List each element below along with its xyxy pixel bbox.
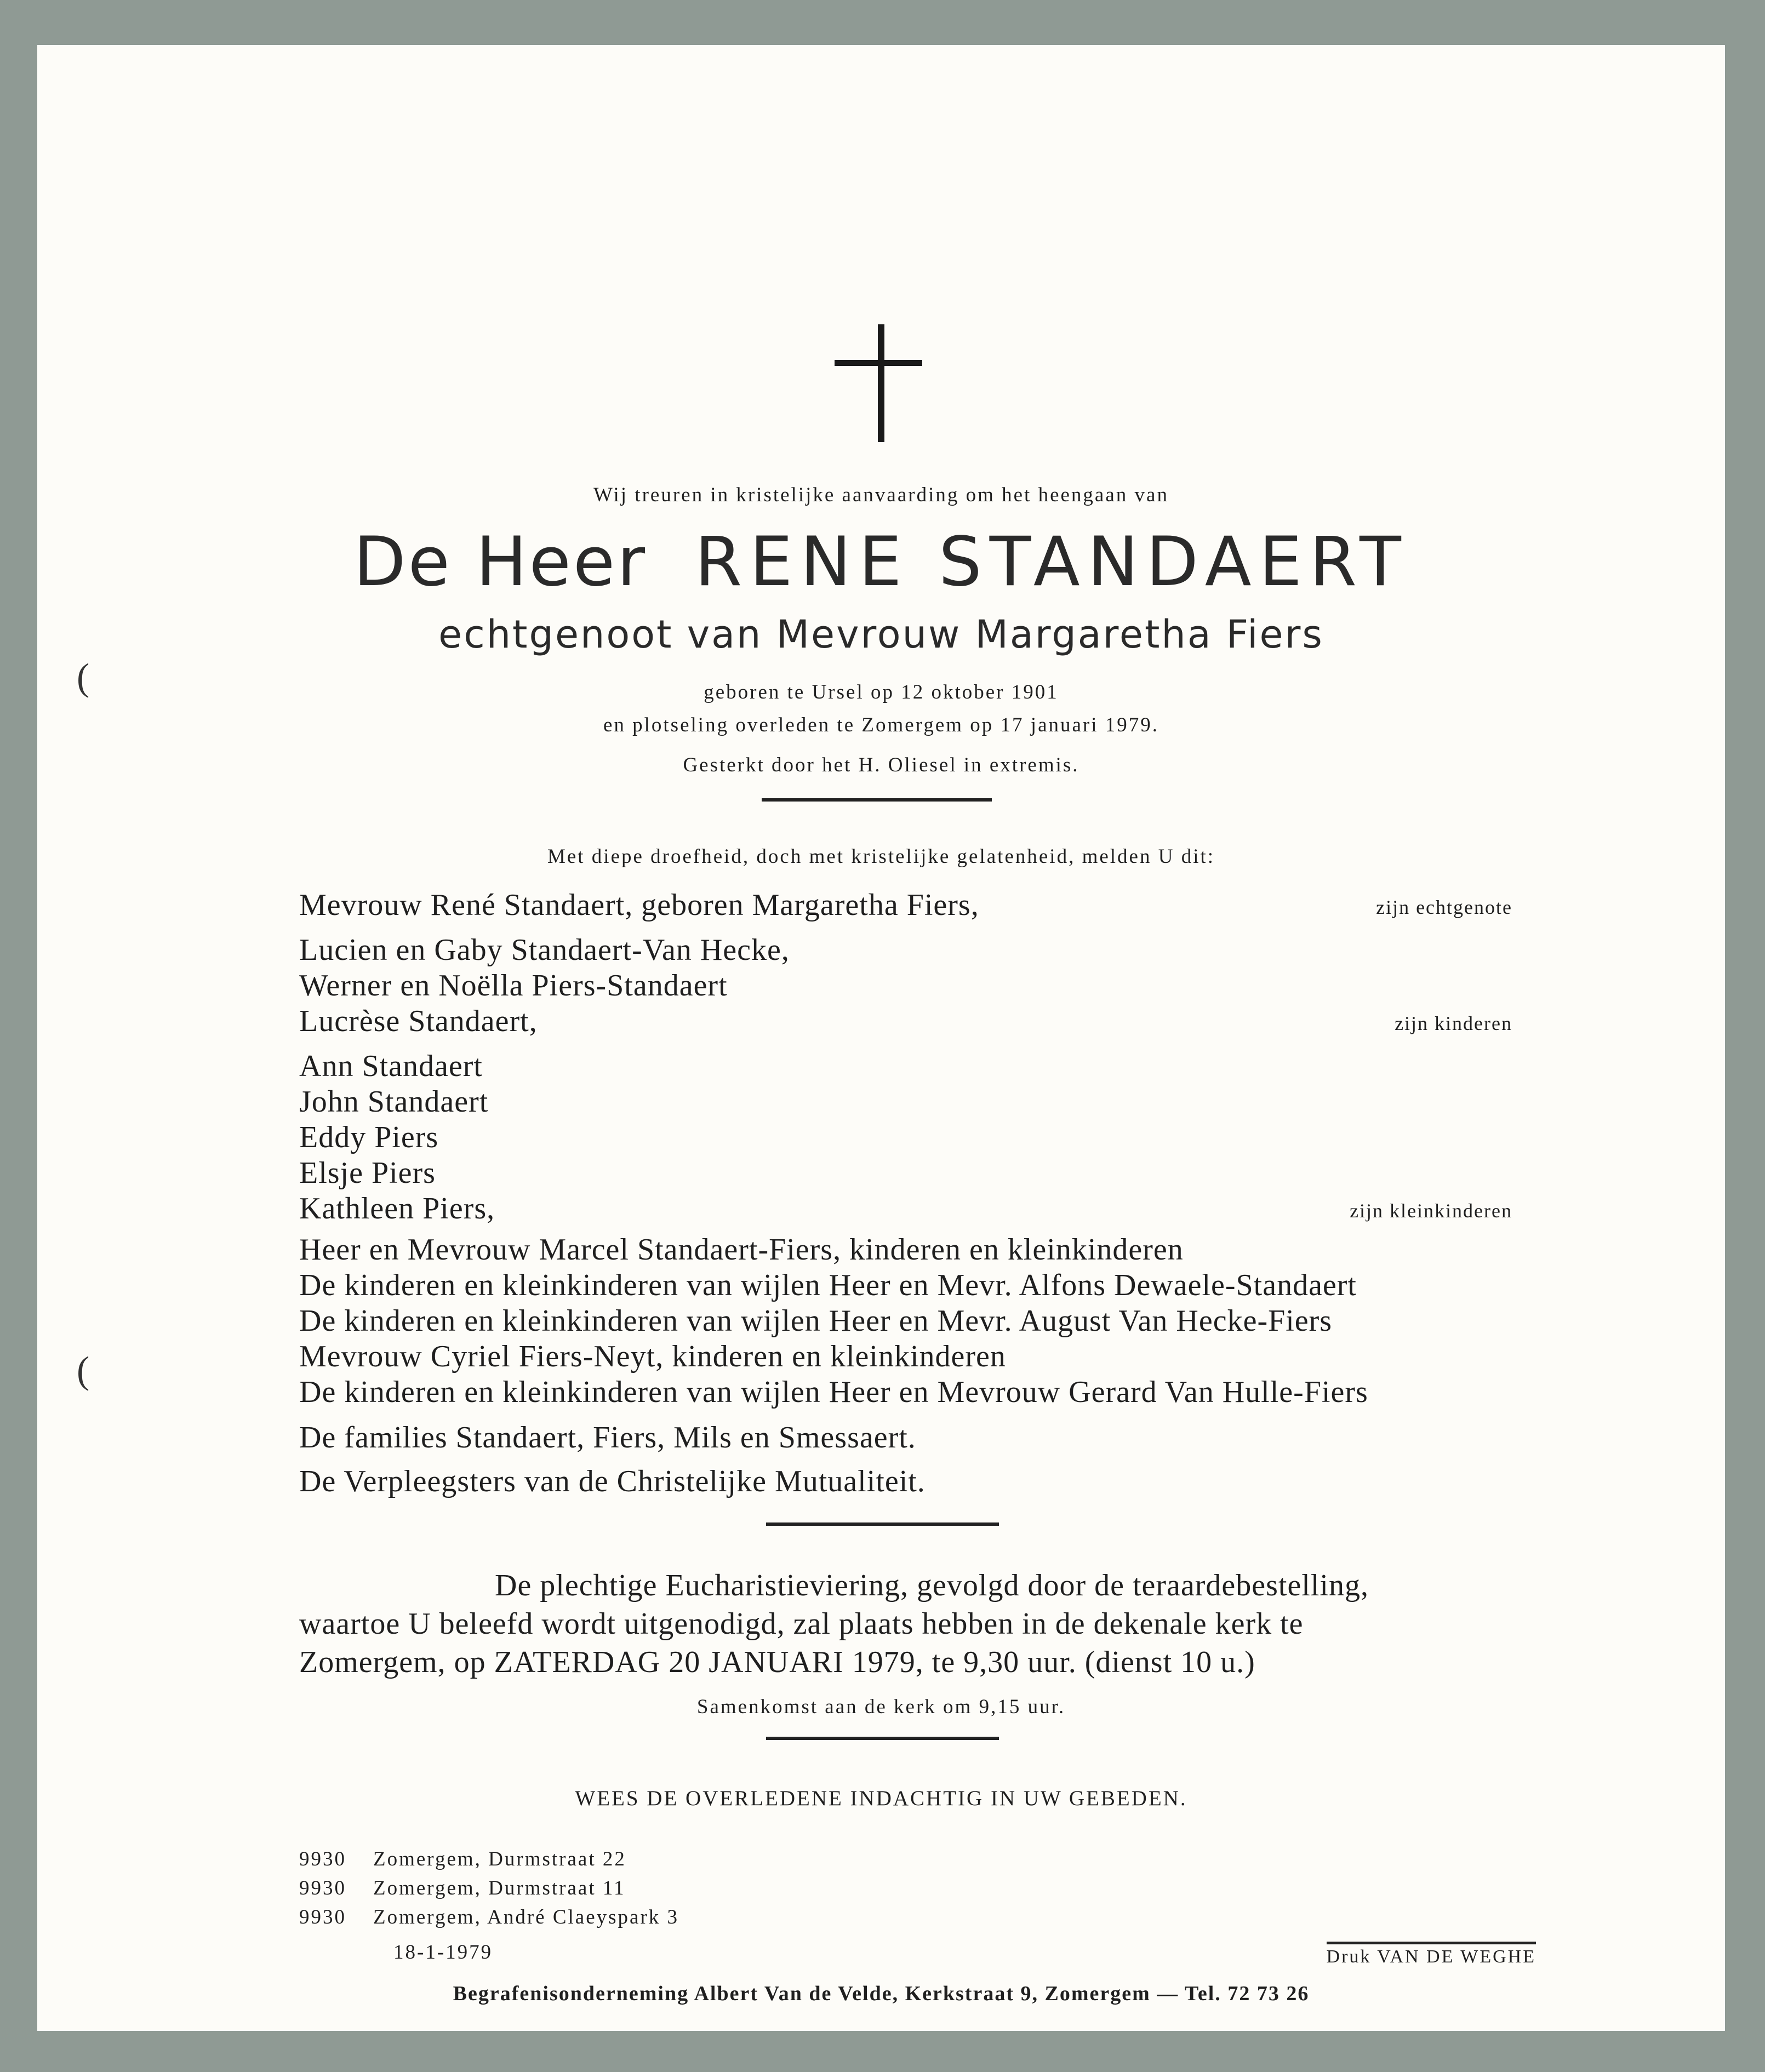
grandchild-entry: John Standaert xyxy=(299,1085,489,1119)
child-entry: Lucien en Gaby Standaert-Van Hecke, xyxy=(299,933,790,967)
address-zip: 9930 xyxy=(299,1906,346,1928)
spouse-line: echtgenoot van Mevrouw Margaretha Fiers xyxy=(438,612,1324,657)
grandchild-entry: Eddy Piers xyxy=(299,1120,439,1154)
gathering-text: Samenkomst aan de kerk om 9,15 uur. xyxy=(696,1696,1066,1718)
deceased-name xyxy=(37,523,1725,602)
spouse-entry: Mevrouw René Standaert, geboren Margaretha Fiers, xyxy=(299,888,979,922)
punch-hole-mark-bottom: ( xyxy=(77,1349,90,1392)
relative-entry: De kinderen en kleinkinderen van wijlen Heer en Mevrouw Gerard Van Hulle-Fiers xyxy=(299,1375,1368,1409)
announce-text: Met diepe droefheid, doch met kristelijke gelatenheid, melden U dit: xyxy=(547,845,1215,868)
families-entry: De families Standaert, Fiers, Mils en Smessaert. xyxy=(299,1421,916,1455)
relative-entry: De kinderen en kleinkinderen van wijlen Heer en Mevr. Alfons Dewaele-Standaert xyxy=(299,1268,1357,1302)
grandchild-entry: Elsje Piers xyxy=(299,1156,436,1190)
divider-2 xyxy=(766,1522,999,1526)
nurses-entry: De Verpleegsters van de Christelijke Mutualiteit. xyxy=(299,1464,926,1498)
printer-credit: Druk VAN DE WEGHE xyxy=(1327,1942,1536,1967)
death-notice-card xyxy=(37,45,1725,2031)
divider-1 xyxy=(762,798,992,802)
name-full: RENE STANDAERT xyxy=(695,523,1409,602)
address-street: Zomergem, Durmstraat 11 xyxy=(373,1877,626,1899)
birth-text: geboren te Ursel op 12 oktober 1901 xyxy=(704,681,1059,703)
grandchild-entry: Kathleen Piers, xyxy=(299,1192,495,1226)
relative-entry: Heer en Mevrouw Marcel Standaert-Fiers, kinderen en kleinkinderen xyxy=(299,1233,1184,1267)
name-prefix: De Heer xyxy=(353,523,648,602)
children-relation: zijn kinderen xyxy=(1395,1012,1512,1034)
child-entry: Werner en Noëlla Piers-Standaert xyxy=(299,969,728,1003)
service-line-3: Zomergem, op ZATERDAG 20 JANUARI 1979, te 9,30 uur. (dienst 10 u.) xyxy=(299,1645,1255,1679)
service-line-2: waartoe U beleefd wordt uitgenodigd, zal plaats hebben in de dekenale kerk te xyxy=(299,1607,1304,1641)
relative-entry: Mevrouw Cyriel Fiers-Neyt, kinderen en kleinkinderen xyxy=(299,1340,1006,1373)
child-entry: Lucrèse Standaert, xyxy=(299,1004,538,1038)
punch-hole-mark-top: ( xyxy=(77,656,90,699)
undertaker-line: Begrafenisonderneming Albert Van de Velde, Kerkstraat 9, Zomergem — Tel. 72 73 26 xyxy=(453,1982,1310,2005)
address-zip: 9930 xyxy=(299,1848,346,1870)
intro-text: Wij treuren in kristelijke aanvaarding om het heengaan van xyxy=(593,484,1169,506)
address-street: Zomergem, André Claeyspark 3 xyxy=(373,1906,679,1928)
divider-3 xyxy=(766,1737,999,1740)
prayer-text: WEES DE OVERLEDENE INDACHTIG IN UW GEBEDEN. xyxy=(575,1787,1187,1810)
address-line xyxy=(299,1876,625,1900)
death-text: en plotseling overleden te Zomergem op 17 januari 1979. xyxy=(603,714,1159,736)
spouse-relation: zijn echtgenote xyxy=(1376,896,1512,918)
notice-date: 18-1-1979 xyxy=(393,1941,493,1964)
address-zip: 9930 xyxy=(299,1877,346,1899)
address-street: Zomergem, Durmstraat 22 xyxy=(373,1848,626,1870)
address-line xyxy=(299,1905,679,1929)
sacrament-text: Gesterkt door het H. Oliesel in extremis. xyxy=(683,754,1079,776)
grandchildren-relation: zijn kleinkinderen xyxy=(1350,1200,1512,1222)
relative-entry: De kinderen en kleinkinderen van wijlen Heer en Mevr. August Van Hecke-Fiers xyxy=(299,1304,1333,1338)
service-line-1: De plechtige Eucharistieviering, gevolgd door de teraardebestelling, xyxy=(495,1569,1369,1602)
address-line xyxy=(299,1847,626,1871)
grandchild-entry: Ann Standaert xyxy=(299,1049,483,1083)
